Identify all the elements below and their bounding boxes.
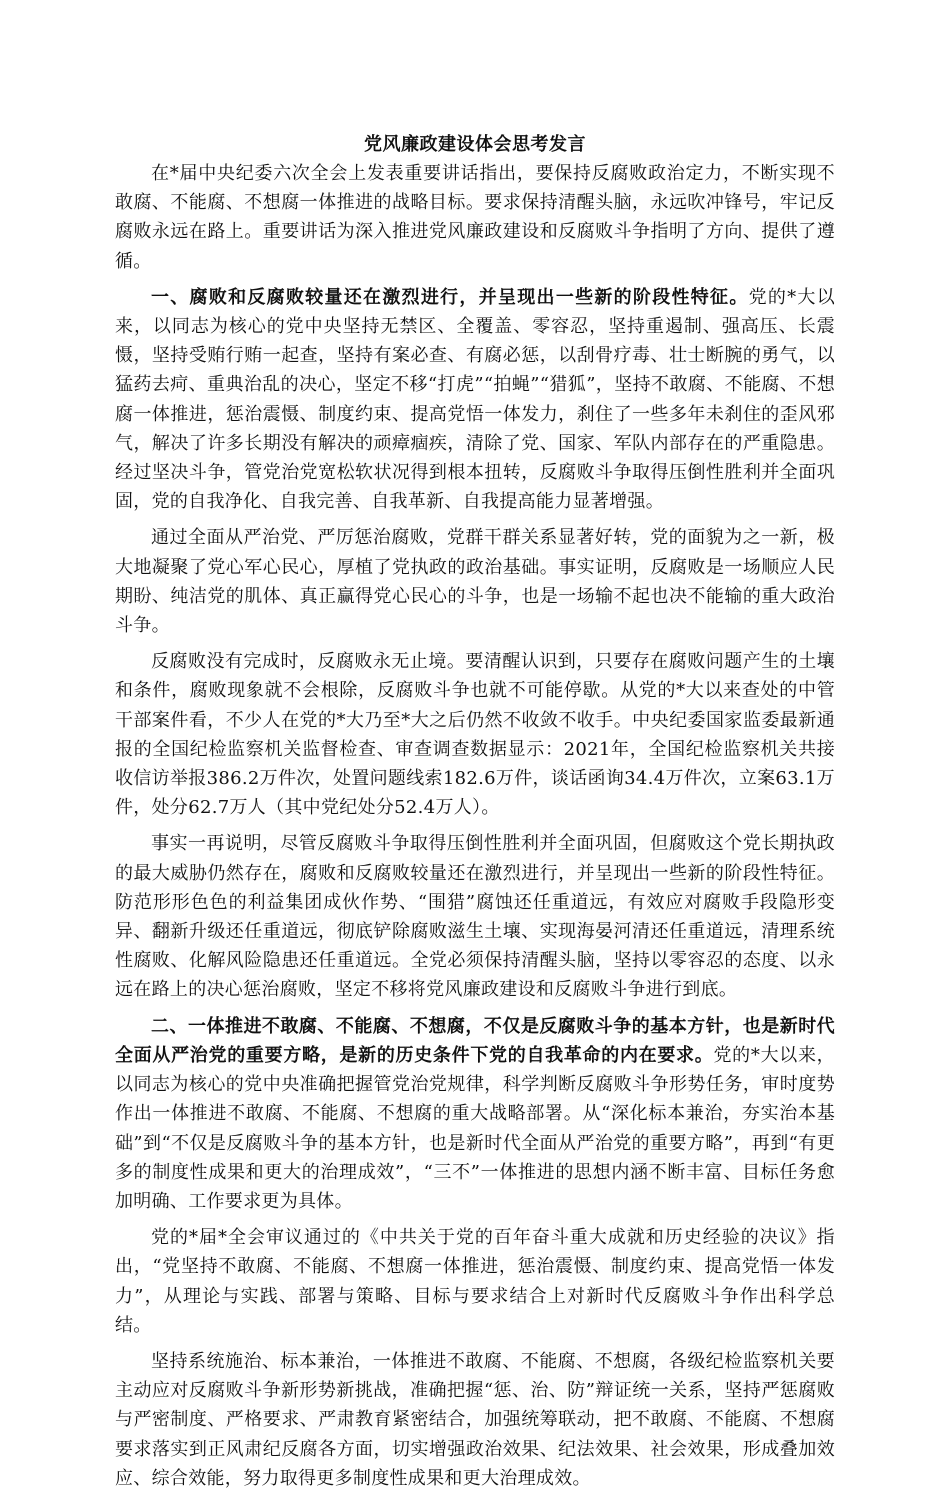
section-heading-1: 一、腐败和反腐败较量还在激烈进行，并呈现出一些新的阶段性特征。 (151, 286, 749, 308)
paragraph-6 (115, 1012, 835, 1216)
paragraph-text: 在*届中央纪委六次全会上发表重要讲话指出，要保持反腐败政治定力，不断实现不敢腐、不能腐、不想腐一体推进的战略目标。要求保持清醒头脑，永远吹冲锋号，牢记反腐败永远在路上。重要讲话为深入推进党风廉政建设和反腐败斗争指明了方向、提供了遵循。 (115, 163, 835, 272)
paragraph-text: 党的*大以来，以同志为核心的党中央坚持无禁区、全覆盖、零容忍，坚持重遏制、强高压、长震慑，坚持受贿行贿一起查，坚持有案必查、有腐必惩，以刮骨疗毒、壮士断腕的勇气，以猛药去疴、重典治乱的决心，坚定不移“打虎”“拍蝇”“猎狐”，坚持不敢腐、不能腐、不想腐一体推进，惩治震慑、制度约束、提高党悟一体发力，刹住了一些多年未刹住的歪风邪气，解决了许多长期没有解决的顽瘴痼疾，清除了党、国家、军队内部存在的严重隐患。经过坚决斗争，管党治党宽松软状况得到根本扭转，反腐败斗争取得压倒性胜利并全面巩固，党的自我净化、自我完善、自我革新、自我提高能力显著增强。 (115, 286, 836, 513)
paragraph-text: 反腐败没有完成时，反腐败永无止境。要清醒认识到，只要存在腐败问题产生的土壤和条件，腐败现象就不会根除，反腐败斗争也就不可能停歇。从党的*大以来查处的中管干部案件看，不少人在党的*大乃至*大之后仍然不收敛不收手。中央纪委国家监委最新通报的全国纪检监察机关监督检查、审查调查数据显示：2021年，全国纪检监察机关共接收信访举报386.2万件次，处置问题线索182.6万件，谈话函询34.4万件次，立案63.1万件，处分62.7万人（其中党纪处分52.4万人）。 (115, 651, 835, 819)
paragraph-3 (115, 523, 835, 640)
paragraph-text: 坚持系统施治、标本兼治，一体推进不敢腐、不能腐、不想腐，各级纪检监察机关要主动应对反腐败斗争新形势新挑战，准确把握“惩、治、防”辩证统一关系，坚持严惩腐败与严密制度、严格要求、严肃教育紧密结合，加强统筹联动，把不敢腐、不能腐、不想腐要求落实到正风肃纪反腐各方面，切实增强政治效果、纪法效果、社会效果，形成叠加效应、综合效能，努力取得更多制度性成果和更大治理成效。 (115, 1350, 835, 1489)
paragraph-text: 党的*届*全会审议通过的《中共关于党的百年奋斗重大成就和历史经验的决议》指出，“党坚持不敢腐、不能腐、不想腐一体推进，惩治震慑、制度约束、提高党悟一体发力”，从理论与实践、部署与策略、目标与要求结合上对新时代反腐败斗争作出科学总结。 (115, 1227, 835, 1336)
paragraph-text: 通过全面从严治党、严厉惩治腐败，党群干群关系显著好转，党的面貌为之一新，极大地凝聚了党心军心民心，厚植了党执政的政治基础。事实证明，反腐败是一场顺应人民期盼、纯洁党的肌体、真正赢得党心民心的斗争，也是一场输不起也决不能输的重大政治斗争。 (115, 527, 835, 637)
paragraph-1 (115, 159, 835, 276)
section-heading-2: 二、一体推进不敢腐、不能腐、不想腐，不仅是反腐败斗争的基本方针，也是新时代全面从严治党的重要方略，是新的历史条件下党的自我革命的内在要求。 (115, 1015, 835, 1066)
paragraph-7 (115, 1223, 835, 1340)
paragraph-text: 党的*大以来，以同志为核心的党中央准确把握管党治党规律，科学判断反腐败斗争形势任务，审时度势作出一体推进不敢腐、不能腐、不想腐的重大战略部署。从“深化标本兼治，夯实治本基础”到“不仅是反腐败斗争的基本方针，也是新时代全面从严治党的重要方略”，再到“有更多的制度性成果和更大的治理成效”，“三不”一体推进的思想内涵不断丰富、目标任务愈加明确、工作要求更为具体。 (115, 1044, 835, 1212)
document-page (115, 130, 835, 1500)
paragraph-4 (115, 647, 835, 822)
paragraph-8 (115, 1347, 835, 1493)
paragraph-text: 事实一再说明，尽管反腐败斗争取得压倒性胜利并全面巩固，但腐败这个党长期执政的最大威胁仍然存在，腐败和反腐败较量还在激烈进行，并呈现出一些新的阶段性特征。防范形形色色的利益集团成伙作势、“围猎”腐蚀还任重道远，有效应对腐败手段隐形变异、翻新升级还任重道远，彻底铲除腐败滋生土壤、实现海晏河清还任重道远，清理系统性腐败、化解风险隐患还任重道远。全党必须保持清醒头脑，坚持以零容忍的态度、以永远在路上的决心惩治腐败，坚定不移将党风廉政建设和反腐败斗争进行到底。 (115, 833, 835, 1001)
paragraph-5 (115, 829, 835, 1004)
document-title: 党风廉政建设体会思考发言 (364, 134, 586, 155)
paragraph-2 (115, 283, 835, 517)
